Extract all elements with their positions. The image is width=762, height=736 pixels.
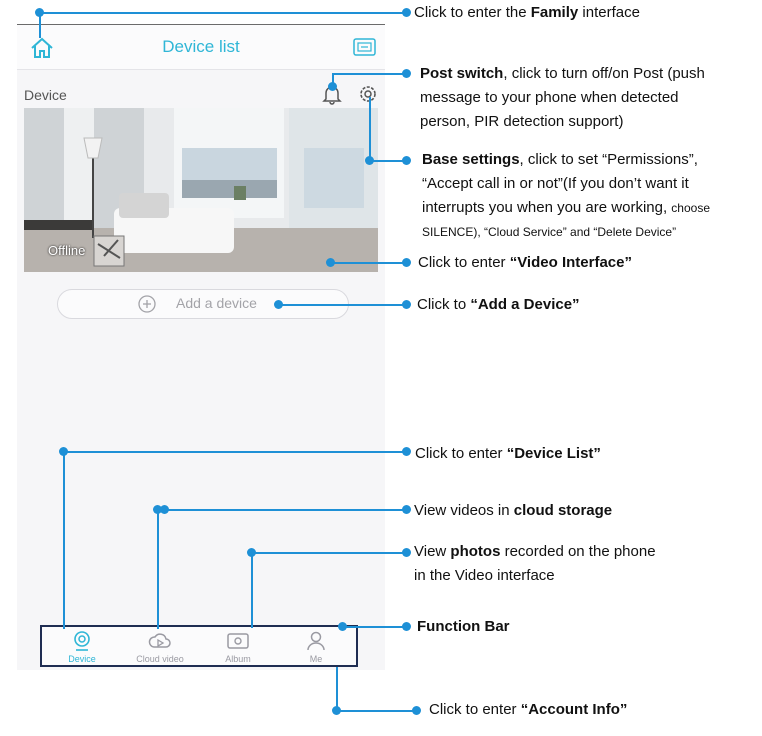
pointer-dot <box>412 706 421 715</box>
pointer-line <box>278 304 406 306</box>
pointer-dot <box>328 82 337 91</box>
device-icon <box>70 630 94 652</box>
pointer-dot <box>402 156 411 165</box>
pointer-dot <box>326 258 335 267</box>
tab-cloud-video[interactable] <box>120 627 200 665</box>
pointer-line <box>157 509 159 629</box>
plus-circle-icon <box>138 295 156 313</box>
annotation-post-switch: Post switch, click to turn off/on Post (push message to your phone when detected person, PIR detection support) <box>420 65 705 130</box>
pointer-dot <box>402 622 411 631</box>
pointer-dot <box>402 447 411 456</box>
pointer-line <box>39 12 406 14</box>
pointer-line <box>330 262 406 264</box>
page-title: Device list <box>162 37 240 56</box>
pointer-line <box>332 73 406 75</box>
device-status: Offline <box>48 243 86 258</box>
pointer-dot <box>402 8 411 17</box>
tab-me[interactable] <box>276 627 356 665</box>
cloud-video-icon <box>148 630 172 652</box>
scan-icon[interactable] <box>353 38 376 56</box>
tab-album-label: Album <box>225 654 251 664</box>
annotation-account: Click to enter “Account Info” <box>429 701 628 718</box>
annotation-device-list: Click to enter “Device List” <box>415 445 601 462</box>
tab-cloud-video-label: Cloud video <box>136 654 184 664</box>
pointer-dot <box>160 505 169 514</box>
annotation-video-interface: Click to enter “Video Interface” <box>418 254 632 271</box>
pointer-dot <box>35 8 44 17</box>
pointer-line <box>251 552 253 628</box>
add-device-label: Add a device <box>176 295 257 311</box>
pointer-dot <box>365 156 374 165</box>
pointer-dot <box>402 548 411 557</box>
pointer-line <box>63 451 65 629</box>
album-icon <box>226 630 250 652</box>
pointer-dot <box>338 622 347 631</box>
pointer-line <box>161 509 406 511</box>
pointer-line <box>342 626 406 628</box>
pointer-line <box>252 552 406 554</box>
pointer-dot <box>59 447 68 456</box>
pointer-dot <box>402 300 411 309</box>
annotation-cloud: View videos in cloud storage <box>414 502 613 519</box>
tab-device[interactable] <box>42 627 122 665</box>
pointer-dot <box>402 258 411 267</box>
gear-icon[interactable] <box>357 83 379 105</box>
pointer-dot <box>332 706 341 715</box>
device-thumbnail[interactable] <box>24 108 378 272</box>
me-icon <box>304 630 328 652</box>
function-bar <box>40 625 358 667</box>
pointer-line <box>369 160 406 162</box>
annotation-family: Click to enter the Family interface <box>414 4 640 21</box>
pointer-dot <box>247 548 256 557</box>
app-header <box>17 25 385 70</box>
tab-album[interactable] <box>198 627 278 665</box>
pointer-line <box>64 451 406 453</box>
tab-device-label: Device <box>68 654 96 664</box>
pointer-dot <box>274 300 283 309</box>
pointer-line <box>336 710 416 712</box>
pointer-dot <box>402 505 411 514</box>
pointer-dot <box>402 69 411 78</box>
app-screen <box>17 25 385 670</box>
annotation-add-device: Click to “Add a Device” <box>417 296 580 313</box>
annotation-function-bar: Function Bar <box>417 618 510 635</box>
annotation-photos: View photos recorded on the phone in the Video interface <box>414 543 656 584</box>
device-section-label: Device <box>24 87 67 103</box>
pointer-line <box>369 97 371 161</box>
annotation-base-settings: Base settings, click to set “Permissions”, “Accept call in or not”(If you don’t want it interrupts you when you are working, choose SILENCE), “Cloud Service” and “Delete Device” <box>422 151 710 239</box>
tab-me-label: Me <box>309 654 323 664</box>
